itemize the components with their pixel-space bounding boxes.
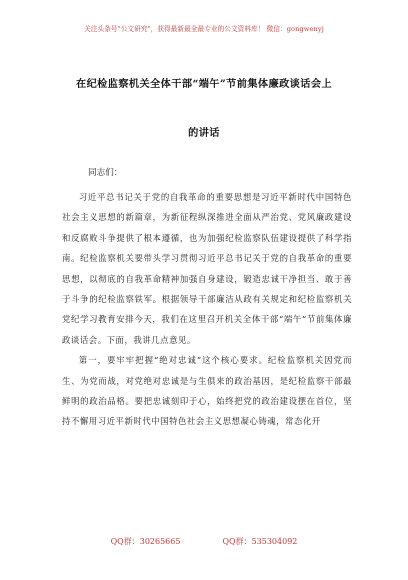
footer-qq-group-2: QQ群：535304092 <box>222 537 298 546</box>
footer-qq-group-1: QQ群：30265665 <box>110 537 181 546</box>
document-title-line-2: 的讲话 <box>188 127 220 139</box>
salutation: 同志们： <box>88 168 123 178</box>
footer-contacts <box>0 536 408 547</box>
document-body <box>62 187 352 432</box>
document-title-line-1: 在纪检监察机关全体干部“端午”节前集体廉政谈话会上 <box>75 78 333 90</box>
paragraph-point-one: 第一，要牢牢把握“绝对忠诚”这个核心要求。纪检监察机关因党而生、为党而战，对党绝对忠诚是与生俱来的政治基因，是纪检监察干部最鲜明的政治品格。要把忠诚刻印于心，始终把党的政治建设摆在首位，坚持不懈用习近平新时代中国特色社会主义思想凝心铸魂，常态化开 <box>62 355 352 427</box>
header-note: 关注头条号"公文研究"，获得最新最全最专业的公文资料库！ 微信：gongwenyj <box>84 25 324 33</box>
paragraph-intro: 习近平总书记关于党的自我革命的重要思想是习近平新时代中国特色社会主义思想的新篇章，为新征程纵深推进全面从严治党、党风廉政建设和反腐败斗争提供了根本遵循，也为加强纪检监察队伍建设提供了科学指南。纪检监察机关要带头学习贯彻习近平总书记关于党的自我革命的重要思想，以彻底的自我革命精神加强自身建设，锻造忠诚干净担当、敢于善于斗争的纪检监察铁军。根据领导干部廉洁从政有关规定和纪检监察机关党纪学习教育安排今天，我们在这里召开机关全体干部“端午”节前集体廉政谈话会。下面，我讲几点意见。 <box>62 192 352 345</box>
